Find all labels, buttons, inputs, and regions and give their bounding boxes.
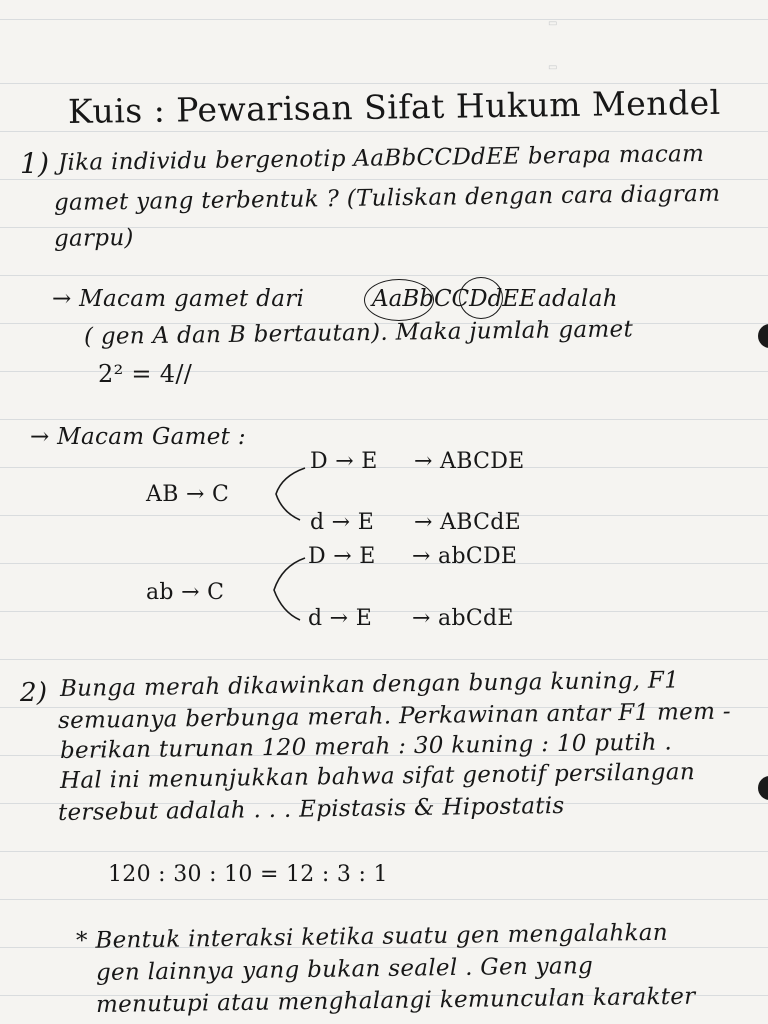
- fork-2-branch-upper: D → E: [308, 544, 376, 569]
- fork-2-root: ab → C: [146, 580, 225, 605]
- answer-1-line: ( gen A dan B bertautan). Maka jumlah gamet: [83, 316, 634, 350]
- answer-1-prefix: → Macam gamet dari: [52, 286, 305, 312]
- fork-2-result-lower: → abCdE: [412, 606, 514, 631]
- faint-date-mark: ▭: [548, 18, 558, 29]
- question-1-number: 1): [20, 147, 50, 180]
- question-2-number: 2): [20, 678, 48, 708]
- question-1-line: Jika individu bergenotip AaBbCCDdEE berapa macam: [57, 140, 705, 176]
- note-line: gen lainnya yang bukan sealel . Gen yang: [95, 953, 594, 986]
- question-1-line: garpu): [53, 224, 134, 252]
- fork-2-branch-lower: d → E: [308, 606, 373, 631]
- fork-1-root: AB → C: [146, 482, 230, 507]
- gamet-heading: → Macam Gamet :: [30, 424, 246, 450]
- question-1-line: gamet yang terbentuk ? (Tuliskan dengan cara diagram: [53, 180, 721, 216]
- question-2-line: Hal ini menunjukkan bahwa sifat genotif persilangan: [59, 759, 696, 794]
- faint-no-mark: ▭: [548, 62, 558, 73]
- note-line: * Bentuk interaksi ketika suatu gen mengalahkan: [75, 919, 669, 954]
- question-2-line: semuanya berbunga merah. Perkawinan antar F1 mem -: [57, 698, 732, 734]
- question-2-line: tersebut adalah . . . Epistasis & Hipostatis: [57, 792, 565, 826]
- fork-1-result-upper: → ABCDE: [414, 449, 525, 474]
- genotype-circled: AaBbCCDdEE: [372, 286, 536, 312]
- gamet-count-formula: 2² = 4//: [98, 360, 193, 388]
- fork-1-branch-upper: D → E: [310, 449, 378, 474]
- question-2-line: Bunga merah dikawinkan dengan bunga kuning, F1: [59, 667, 680, 702]
- page-title: Kuis : Pewarisan Sifat Hukum Mendel: [67, 82, 721, 131]
- fork-1-result-lower: → ABCdE: [414, 510, 521, 535]
- ratio-line: 120 : 30 : 10 = 12 : 3 : 1: [108, 862, 388, 887]
- question-2-line: berikan turunan 120 merah : 30 kuning : 10 putih .: [59, 729, 673, 764]
- answer-1-suffix: adalah: [538, 286, 618, 312]
- fork-2-result-upper: → abCDE: [412, 544, 518, 569]
- note-line: menutupi atau menghalangi kemunculan karakter: [95, 983, 696, 1018]
- fork-1-branch-lower: d → E: [310, 510, 375, 535]
